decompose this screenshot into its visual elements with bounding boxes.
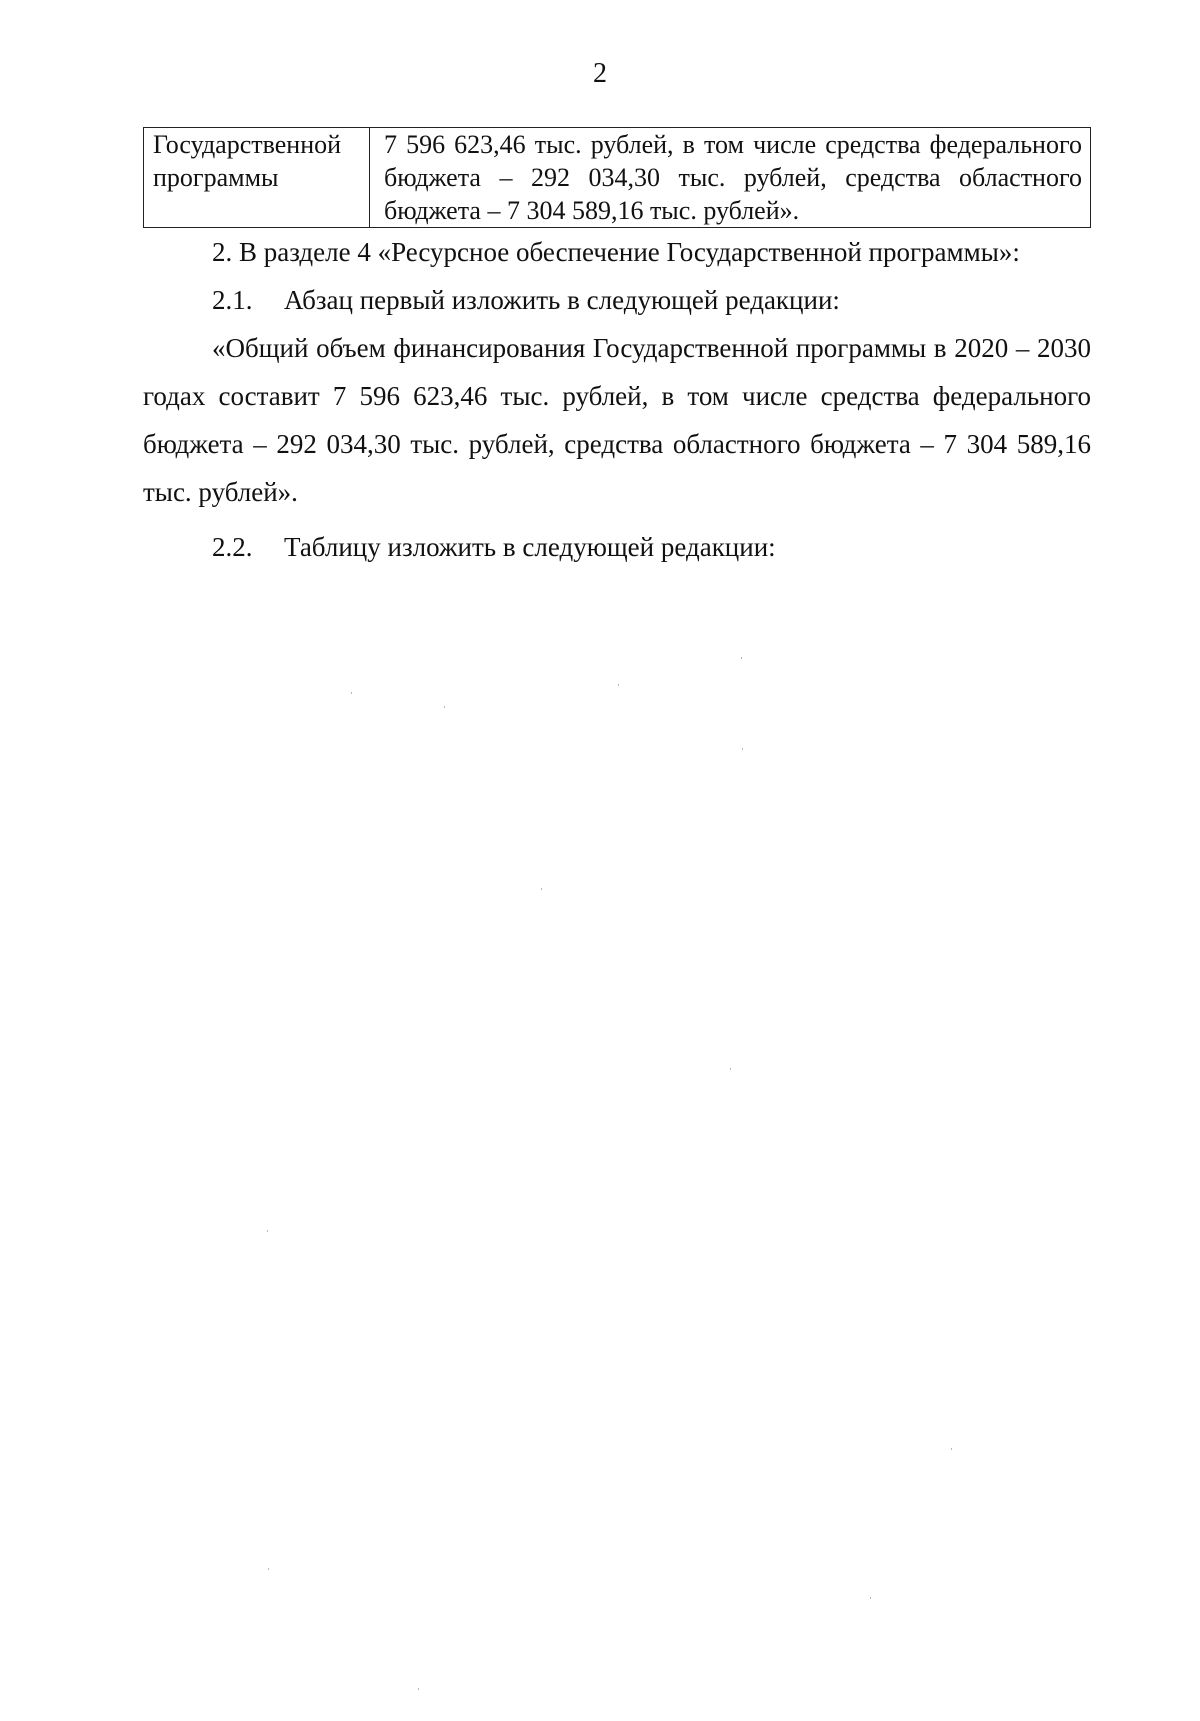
item-text: Таблицу изложить в следующей редакции:: [284, 532, 776, 562]
scan-speck: [870, 1597, 871, 1599]
scan-speck: [268, 1568, 269, 1570]
scan-speck: [730, 1068, 731, 1070]
scan-speck: [351, 692, 352, 694]
scan-speck: [418, 1688, 419, 1690]
paragraph-section-2: 2. В разделе 4 «Ресурсное обеспечение Государственной программы»:: [212, 237, 1020, 267]
scan-speck: [618, 684, 619, 686]
table-cell-value: 7 596 623,46 тыс. рублей, в том числе средства федерального бюджета – 292 034,30 тыс. рублей, средства областного бюджета – 7 304 589,16 тыс. рублей».: [370, 128, 1091, 228]
item-text: Абзац первый изложить в следующей редакции:: [284, 285, 840, 315]
paragraph-2-2: [143, 523, 1091, 571]
scan-speck: [541, 888, 542, 890]
table-row: [144, 128, 1091, 228]
item-number: 2.2.: [212, 532, 253, 562]
scan-speck: [741, 657, 742, 659]
page-number: 2: [593, 58, 607, 89]
table-cell-label: Государственной программы: [144, 128, 370, 228]
paragraph-2-1: [143, 276, 1091, 324]
item-number: 2.1.: [212, 285, 253, 315]
financing-table: [143, 127, 1091, 228]
scan-speck: [267, 1230, 268, 1232]
scan-speck: [444, 706, 445, 708]
scan-speck: [951, 1448, 952, 1450]
scan-speck: [742, 748, 743, 750]
quoted-paragraph: «Общий объем финансирования Государственной программы в 2020 – 2030 годах составит 7 596 623,46 тыс. рублей, в том числе средства федерального бюджета – 292 034,30 тыс. рублей, средства областного бюджета – 7 304 589,16 тыс. рублей».: [143, 333, 1091, 507]
